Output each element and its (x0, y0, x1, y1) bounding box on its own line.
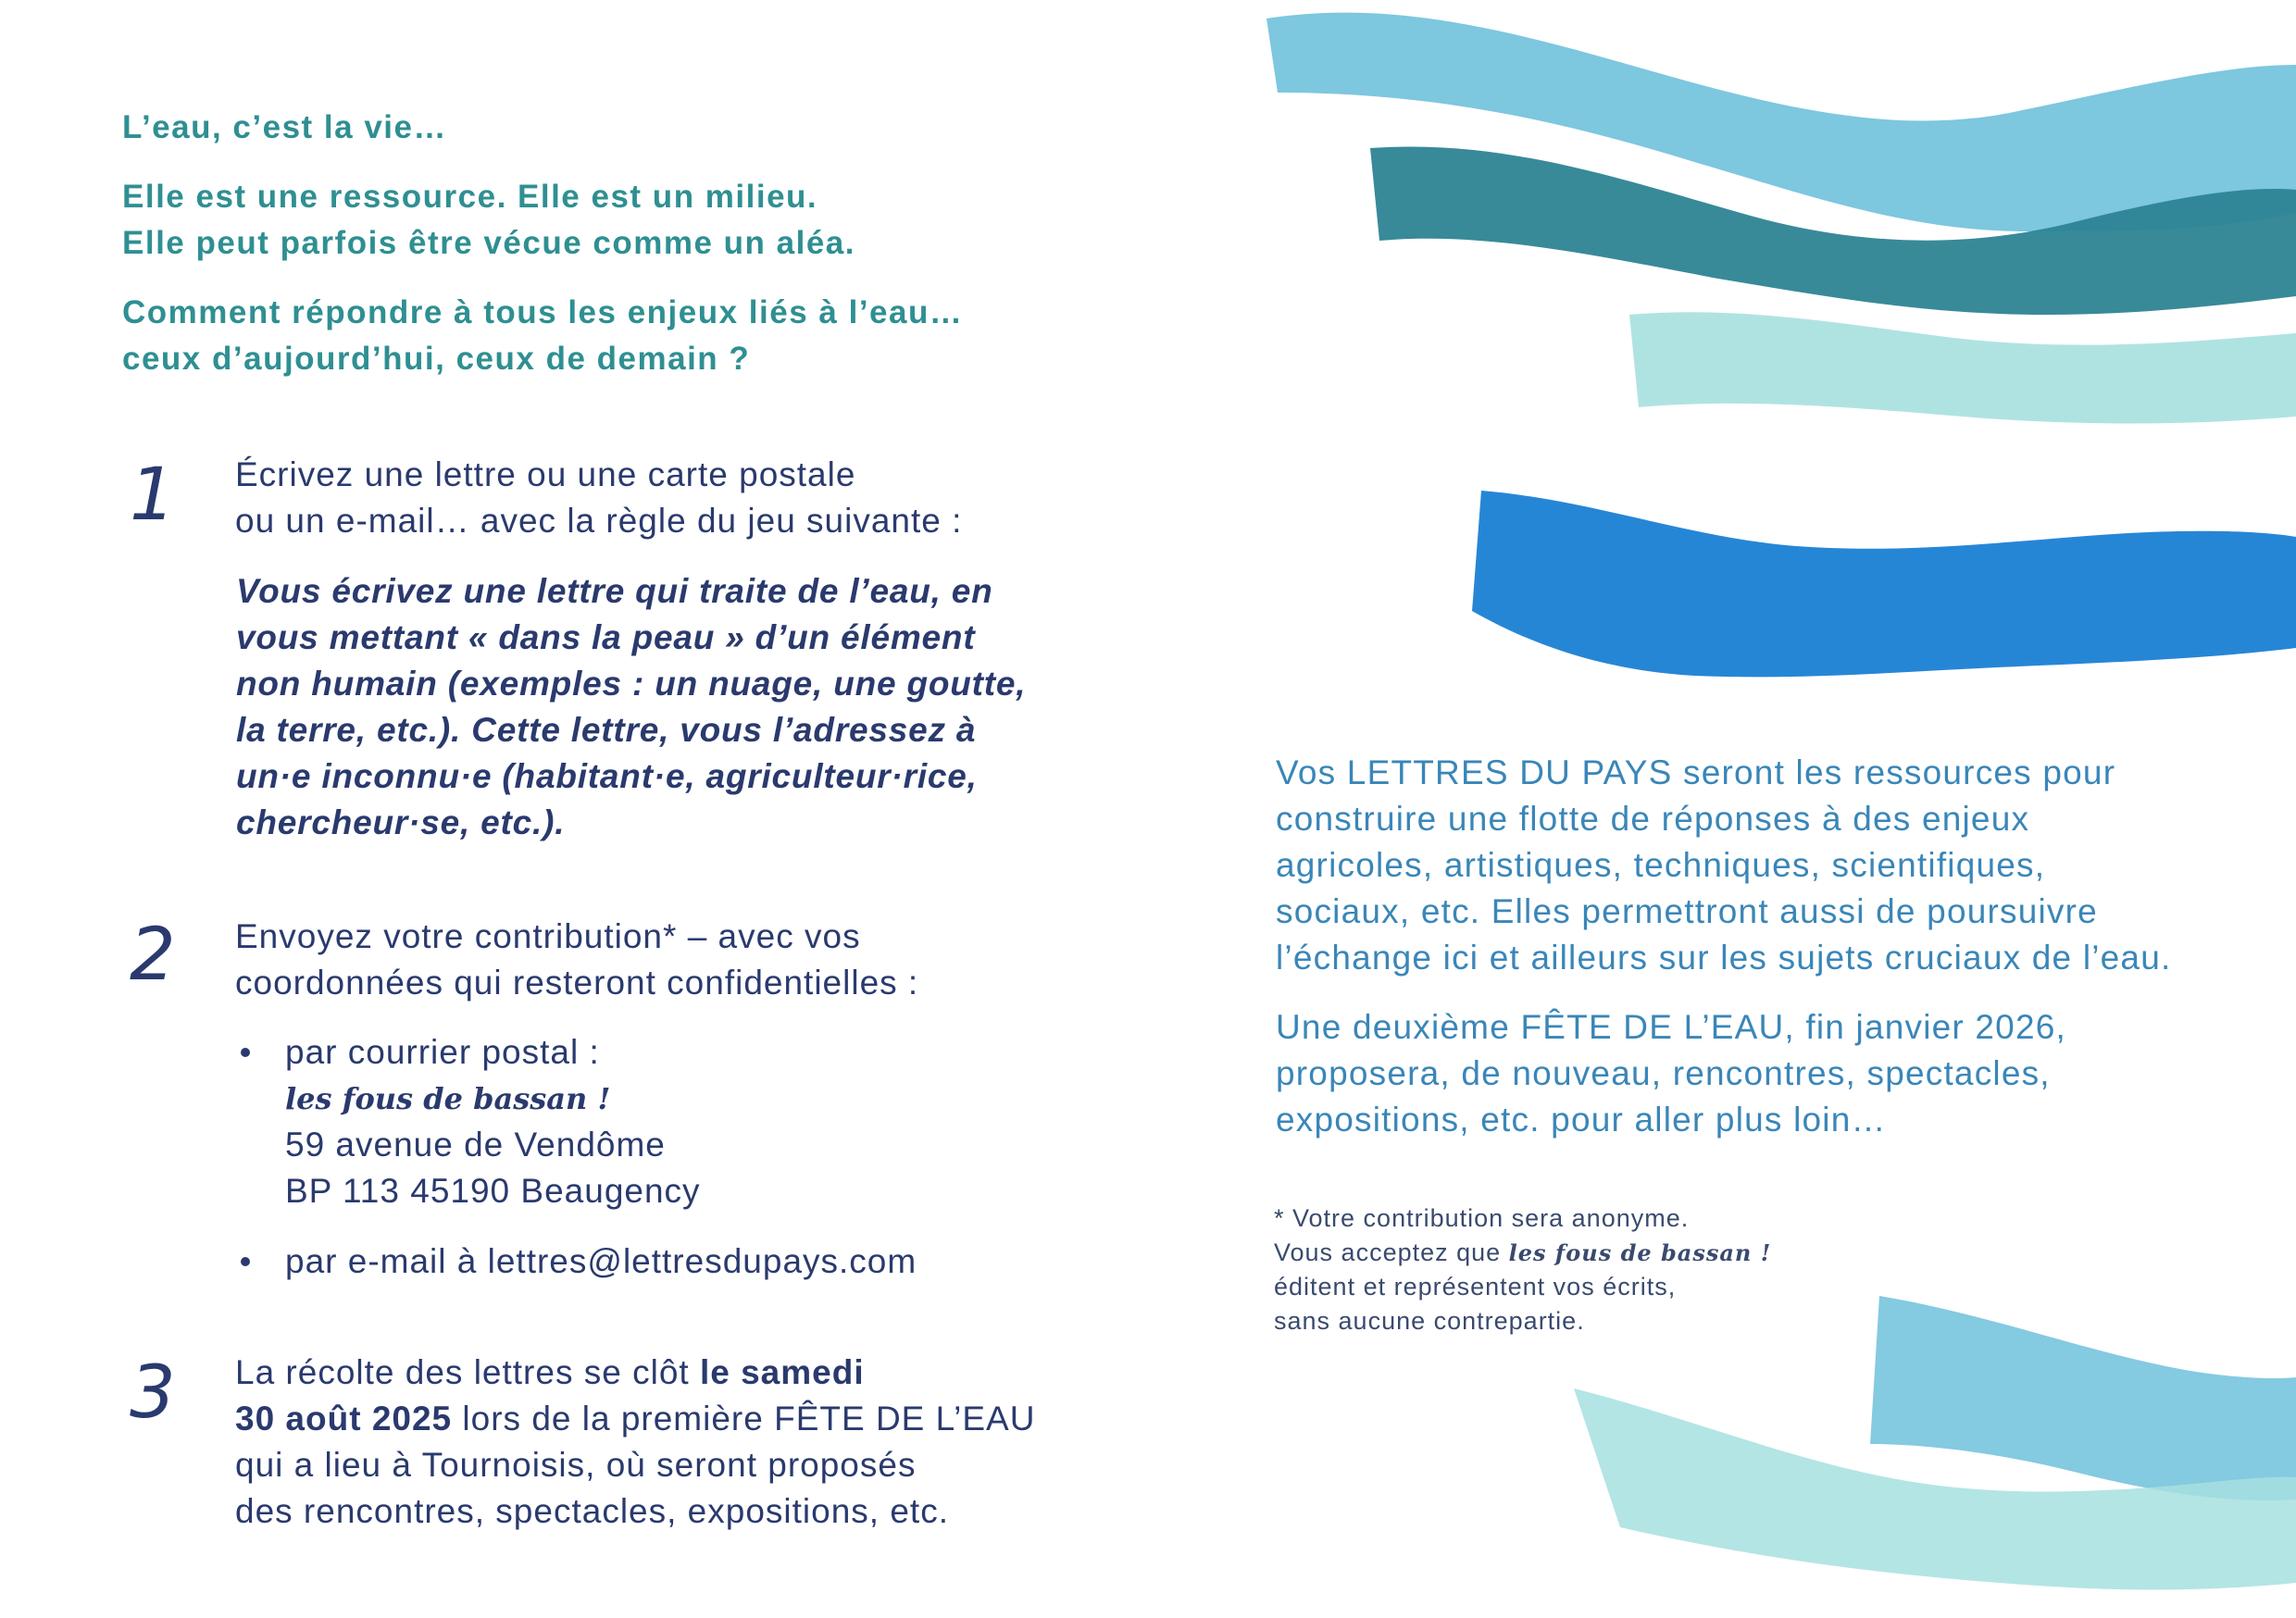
step-text-line: coordonnées qui resteront confidentielles : (235, 964, 919, 1002)
wave-blue-middle (1472, 491, 2296, 677)
paragraph-line: expositions, etc. pour aller plus loin… (1276, 1101, 1887, 1139)
step-text (235, 914, 918, 1006)
rule-line: chercheur·se, etc.). (236, 803, 566, 841)
paragraph-line: Vos LETTRES DU PAYS seront les ressources pour (1276, 753, 2116, 791)
bullet-icon (241, 1257, 250, 1266)
step-number: 1 (130, 454, 176, 537)
email-line: par e-mail à lettres@lettresdupays.com (285, 1242, 917, 1280)
closing-date-part-2: 30 août 2025 (235, 1400, 453, 1438)
intro-question-1: Comment répondre à tous les enjeux liés à l’eau… (122, 294, 964, 330)
paragraph-line: Une deuxième FÊTE DE L’EAU, fin janvier 2026, (1276, 1008, 2066, 1046)
step-text-line: qui a lieu à Tournoisis, où seront proposés (235, 1446, 917, 1484)
footnote-line: éditent et représentent vos écrits, (1274, 1273, 1677, 1301)
step-text (235, 452, 962, 544)
rule-line: Vous écrivez une lettre qui traite de l’eau, en (236, 572, 993, 610)
closing-date-part-1: le samedi (699, 1353, 865, 1391)
step-text-line: des rencontres, spectacles, expositions, etc. (235, 1492, 949, 1530)
right-paragraph-2 (1276, 1004, 2066, 1143)
step-text (235, 1350, 1035, 1535)
step-text-line: Envoyez votre contribution* – avec vos (235, 917, 861, 955)
wave-light-bottom (1870, 1296, 2296, 1500)
org-name-logo: les fous de bassan ! (1508, 1239, 1772, 1266)
step-text-part: La récolte des lettres se clôt (235, 1353, 700, 1391)
footnote-part: Vous acceptez que (1274, 1238, 1509, 1266)
paragraph-line: proposera, de nouveau, rencontres, spectacles, (1276, 1054, 2051, 1092)
rule-line: vous mettant « dans la peau » d’un élément (236, 618, 976, 656)
right-paragraph-1 (1276, 750, 2171, 981)
paragraph-line: sociaux, etc. Elles permettront aussi de poursuivre (1276, 892, 2098, 930)
paragraph-line: agricoles, artistiques, techniques, scientifiques, (1276, 846, 2046, 884)
intro-line-3: Elle peut parfois être vécue comme un aléa. (122, 225, 855, 261)
rule-line: non humain (exemples : un nuage, une goutte, (236, 665, 1027, 703)
org-name-logo: les fous de bassan ! (285, 1081, 611, 1116)
address-line: BP 113 45190 Beaugency (285, 1172, 701, 1210)
bullet-icon (241, 1048, 250, 1057)
footnote-line: sans aucune contrepartie. (1274, 1307, 1585, 1335)
intro-question-2: ceux d’aujourd’hui, ceux de demain ? (122, 341, 751, 377)
paragraph-line: construire une flotte de réponses à des enjeux (1276, 800, 2030, 838)
address-line: 59 avenue de Vendôme (285, 1126, 666, 1164)
step-text-part: lors de la première FÊTE DE L’EAU (452, 1400, 1036, 1438)
game-rule (236, 568, 1026, 846)
postal-label: par courrier postal : (285, 1033, 600, 1071)
footnote-line: * Votre contribution sera anonyme. (1274, 1204, 1690, 1232)
postal-address (285, 1122, 701, 1214)
intro-line-1: L’eau, c’est la vie… (122, 109, 447, 145)
wave-mint (1629, 312, 2296, 423)
step-number: 2 (130, 914, 176, 997)
step-text-line: Écrivez une lettre ou une carte postale (235, 455, 856, 493)
footnote (1274, 1201, 1771, 1338)
rule-line: la terre, etc.). Cette lettre, vous l’adressez à (236, 711, 977, 749)
step-number: 3 (130, 1351, 176, 1435)
paragraph-line: l’échange ici et ailleurs sur les sujets cruciaux de l’eau. (1276, 939, 2172, 977)
rule-line: un·e inconnu·e (habitant·e, agriculteur·rice, (236, 757, 978, 795)
intro-line-2: Elle est une ressource. Elle est un milieu. (122, 179, 818, 215)
step-text-line: ou un e-mail… avec la règle du jeu suivante : (235, 502, 963, 540)
